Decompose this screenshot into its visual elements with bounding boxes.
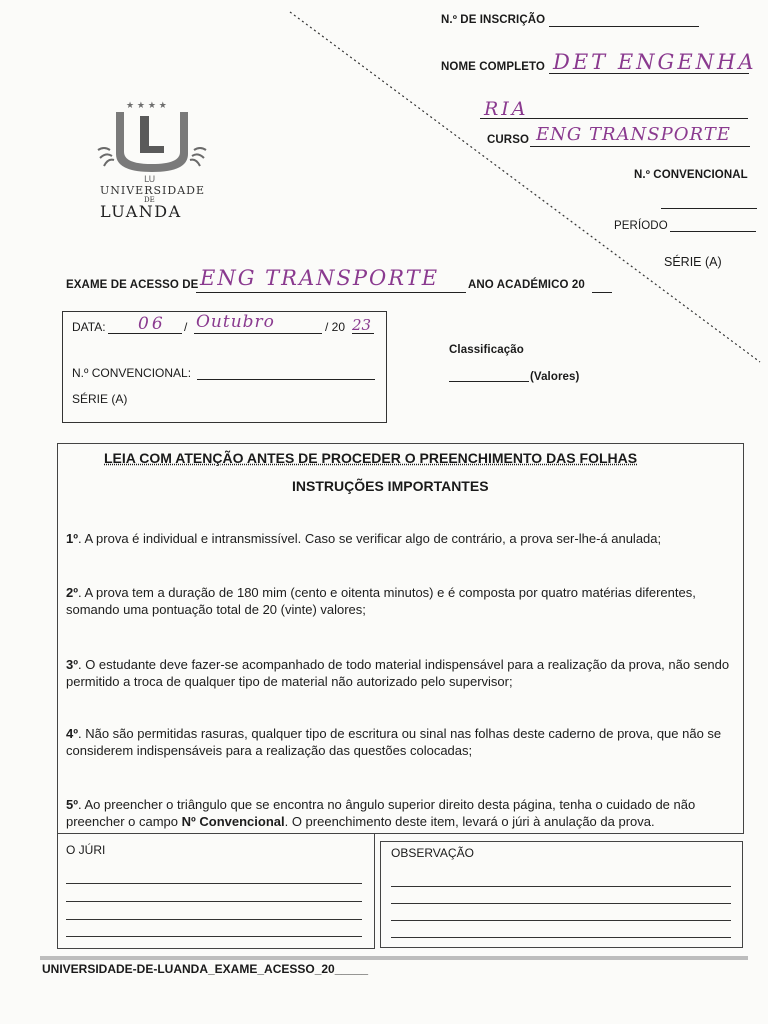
classificacao-label: Classificação <box>449 344 524 356</box>
ano-label: ANO ACADÉMICO 20 <box>468 279 585 291</box>
juri-label: O JÚRI <box>66 843 106 857</box>
instruction-num-3: 3º <box>66 657 78 672</box>
instruction-item-4 <box>66 726 746 759</box>
instruction-text-5b: . O preenchimento deste item, levará o júri à anulação da prova. <box>284 813 655 829</box>
instructions-subheading: INSTRUÇÕES IMPORTANTES <box>292 478 489 494</box>
instruction-item-1 <box>66 531 746 548</box>
serie-box-label: SÉRIE (A) <box>72 392 128 406</box>
instruction-text-3: . O estudante deve fazer-se acompanhado de todo material indispensável para a realização da prova, não sendo permitido a troca de qualquer tipo de material não autorizado pelo supervisor; <box>66 657 730 689</box>
instructions-box <box>57 443 744 834</box>
instructions-heading: LEIA COM ATENÇÃO ANTES DE PROCEDER O PREENCHIMENTO DAS FOLHAS <box>104 450 638 466</box>
svg-text:★ ★ ★ ★: ★ ★ ★ ★ <box>126 101 167 111</box>
instruction-text-5a: . Ao preencher o triângulo que se encontra no ângulo superior direito desta página, tenha o cuidado de não preencher o campo <box>66 797 696 829</box>
periodo-label: PERÍODO <box>614 220 668 232</box>
instruction-item-3 <box>66 657 746 690</box>
classificacao-field[interactable] <box>449 381 529 382</box>
valores-label: (Valores) <box>530 371 580 383</box>
logo-line2: DE <box>144 196 155 204</box>
logo-line3: LUANDA <box>100 202 182 221</box>
nome-value-line2: RIA <box>484 98 529 120</box>
data-month-field[interactable] <box>194 333 322 334</box>
juri-line-4[interactable] <box>66 936 362 937</box>
inscricao-label: N.º DE INSCRIÇÃO <box>441 14 546 26</box>
observacao-label: OBSERVAÇÃO <box>391 846 474 860</box>
ano-field[interactable] <box>592 292 612 293</box>
instruction-text-4: . Não são permitidas rasuras, qualquer tipo de escritura ou sinal nas folhas deste caderno de prova, que não se considerem indispensáveis para a realização das questões colocadas; <box>66 726 722 758</box>
observacao-line-2[interactable] <box>391 903 731 904</box>
instruction-num-2: 2º <box>66 585 78 600</box>
juri-line-3[interactable] <box>66 919 362 920</box>
exame-field[interactable] <box>196 292 466 293</box>
data-year-suffix: 23 <box>352 316 372 334</box>
convencional-box-field[interactable] <box>197 379 375 380</box>
instruction-text-1: . A prova é individual e intransmissível. Caso se verificar algo de contrário, a prova ser-lhe-á anulada; <box>77 531 662 546</box>
curso-field[interactable] <box>530 146 750 147</box>
convencional-box-label: N.º CONVENCIONAL: <box>72 366 192 380</box>
serie-top-label: SÉRIE (A) <box>664 255 722 269</box>
convencional-top-label: N.º CONVENCIONAL <box>634 169 748 181</box>
data-year-prefix: / 20 <box>325 320 346 334</box>
footer-separator <box>40 956 748 960</box>
juri-line-2[interactable] <box>66 901 362 902</box>
instruction-num-5: 5º <box>66 797 78 812</box>
instruction-num-4: 4º <box>66 726 78 741</box>
nome-value-line1: DET ENGENHA <box>553 50 757 74</box>
exame-label: EXAME DE ACESSO DE <box>66 279 199 291</box>
instruction-text-2: . A prova tem a duração de 180 mim (cento e oitenta minutos) e é composta por quatro matérias diferentes, somando uma pontuação total de 20 (vinte) valores; <box>66 585 696 617</box>
logo-line1: UNIVERSIDADE <box>100 184 205 197</box>
inscricao-field[interactable] <box>549 26 699 27</box>
footer-code: UNIVERSIDADE-DE-LUANDA_EXAME_ACESSO_20_____ <box>42 962 369 976</box>
instruction-item-2 <box>66 585 746 618</box>
instruction-item-5 <box>66 797 746 830</box>
data-month: Outubro <box>196 312 275 332</box>
instruction-num-1: 1º <box>66 531 78 546</box>
data-day: 06 <box>138 314 166 334</box>
nome-label: NOME COMPLETO <box>441 61 545 73</box>
observacao-line-4[interactable] <box>391 937 731 938</box>
svg-text:LU: LU <box>144 175 156 185</box>
exame-value: ENG TRANSPORTE <box>200 266 440 290</box>
instruction-bold-5: Nº Convencional <box>181 813 285 829</box>
curso-value: ENG TRANSPORTE <box>536 124 731 145</box>
juri-line-1[interactable] <box>66 883 362 884</box>
convencional-top-field[interactable] <box>661 208 757 209</box>
observacao-line-1[interactable] <box>391 886 731 887</box>
data-sep: / <box>184 320 188 334</box>
observacao-line-3[interactable] <box>391 920 731 921</box>
curso-label: CURSO <box>487 134 530 146</box>
data-label: DATA: <box>72 320 106 334</box>
periodo-field[interactable] <box>670 231 756 232</box>
